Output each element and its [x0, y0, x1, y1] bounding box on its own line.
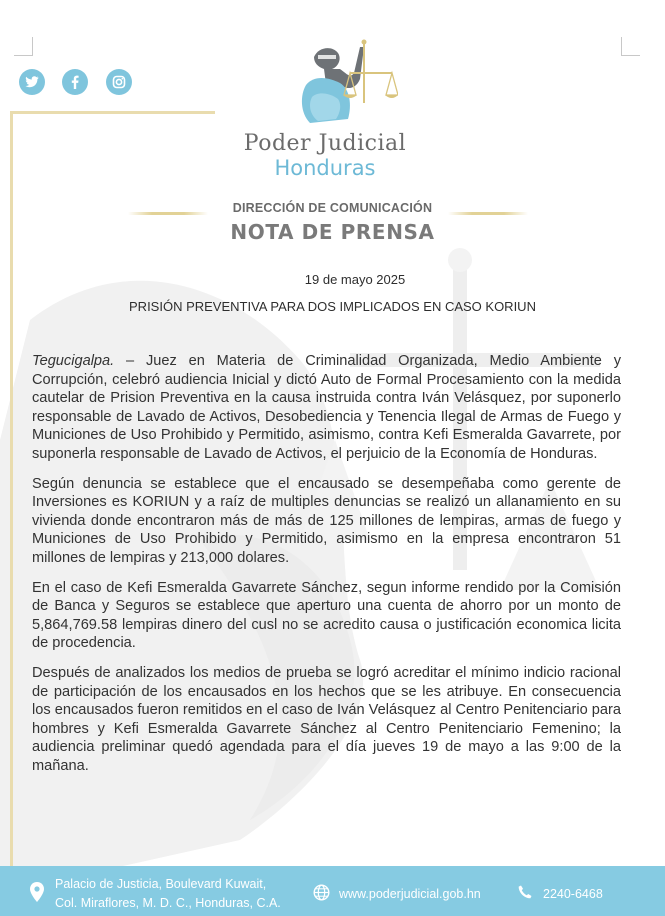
body-paragraph-3: En el caso de Kefi Esmeralda Gavarrete Sánchez, segun informe rendido por la Comisión de Banca y Seguros se establece que aperturo una cuenta de ahorro por un monto de 5,864,769.58 lempiras dinero del cusl no se acredito causa o justificación economica licita de procedencia.	[32, 579, 621, 652]
twitter-icon[interactable]	[19, 69, 45, 95]
footer-address-line1: Palacio de Justicia, Boulevard Kuwait,	[55, 877, 267, 891]
instagram-icon[interactable]	[106, 69, 132, 95]
press-headline: PRISIÓN PREVENTIVA PARA DOS IMPLICADOS EN CASO KORIUN	[129, 299, 536, 314]
press-date: 19 de mayo 2025	[304, 272, 406, 287]
body-paragraph-4: Después de analizados los medios de prueba se logró acreditar el mínimo indicio racional de participación de los encausados en los hechos que se les atribuye. En consecuencia los encausados fueron remitidos en el caso de Iván Velásquez al Centro Penitenciario para hombres y Kefi Esmeralda Gavarrete Sánchez al Centro Penitenciario Femenino; la audiencia preliminar quedó agendada para el día jueves 19 de mayo a las 9:00 de la mañana.	[32, 664, 621, 774]
footer-phone-number[interactable]: 2240-6468	[543, 887, 603, 901]
footer-address-line2: Col. Miraflores, M. D. C., Honduras, C.A.	[55, 896, 281, 910]
globe-icon	[313, 884, 330, 901]
frame-top-rule	[10, 111, 215, 114]
press-body	[32, 352, 621, 786]
department-title: DIRECCIÓN DE COMUNICACIÓN	[232, 201, 433, 215]
footer-bar	[0, 866, 665, 916]
document-type-title: NOTA DE PRENSA	[230, 220, 435, 244]
body-paragraph-2: Según denuncia se establece que el encausado se desempeñaba como gerente de Inversiones es KORIUN y a raíz de multiples denuncias se realizó un allanamiento en su vivienda donde encontraron más de más de 125 millones de lempiras, armas de fuego y Municiones de Uso Prohibido y Permitido, asimismo en la empresa encontraron 51 millones de lempiras y 213,000 dolares.	[32, 475, 621, 566]
corner-mark-top-right	[621, 37, 640, 56]
corner-mark-top-left	[14, 37, 33, 56]
phone-icon	[518, 885, 532, 899]
body-paragraph-1	[32, 352, 621, 464]
poder-judicial-logo-icon	[288, 33, 398, 133]
body-paragraph-1-text: – Juez en Materia de Criminalidad Organizada, Medio Ambiente y Corrupción, celebró audiencia Inicial y dictó Auto de Formal Procesamiento con la medida cautelar de Prision Preventiva en la causa instruida contra Iván Velásquez, por suponerlo responsable de Lavado de Activos, Desobediencia y Tenencia Ilegal de Armas de Fuego y Municiones de Uso Prohibido y Permitido, asimismo, contra Kefi Esmeralda Gavarrete, por suponerla responsable de Lavado de Activos, el perjuicio de la Economía de Honduras.	[32, 353, 621, 462]
frame-left-rule	[10, 111, 13, 866]
footer-website-link[interactable]: www.poderjudicial.gob.hn	[339, 887, 481, 901]
brand-name-line2: Honduras	[274, 156, 376, 180]
body-lead-place: Tegucigalpa.	[32, 353, 115, 369]
brand-name-line1: Poder Judicial	[243, 131, 407, 156]
facebook-icon[interactable]	[62, 69, 88, 95]
location-pin-icon	[30, 882, 44, 902]
